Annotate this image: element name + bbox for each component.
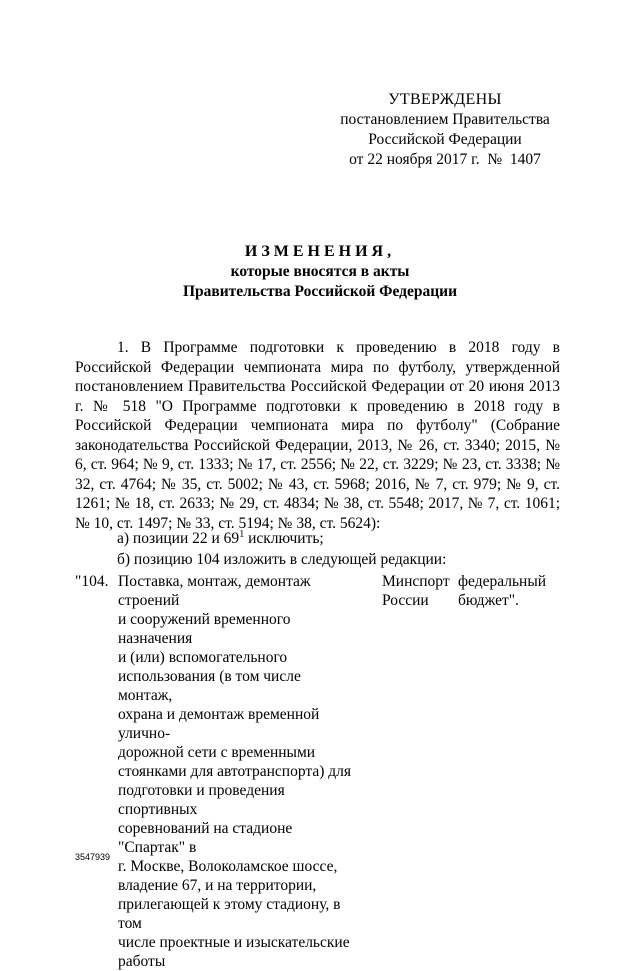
approval-stamp bbox=[330, 90, 560, 170]
heading-main: ИЗМЕНЕНИЯ, bbox=[244, 243, 396, 260]
description-line: числе проектные и изыскательские bbox=[118, 934, 350, 951]
executor-line: России bbox=[382, 592, 429, 609]
description-line: и (или) вспомогательного bbox=[118, 649, 288, 666]
row-executor bbox=[382, 572, 452, 610]
paragraph-1 bbox=[75, 338, 560, 533]
approval-line-1: постановлением Правительства bbox=[340, 111, 550, 128]
description-line: владение 67, и на территории, bbox=[118, 877, 317, 894]
description-line: г. Москве, Волоколамское шоссе, bbox=[118, 858, 338, 875]
item-a-after: исключить; bbox=[244, 530, 324, 547]
description-line: использования (в том числе монтаж, bbox=[118, 668, 301, 704]
approval-line-2: Российской Федерации bbox=[368, 131, 522, 148]
description-line: подготовки и проведения спортивных bbox=[118, 782, 285, 818]
description-line: дорожной сети с временными bbox=[118, 744, 316, 761]
item-b: б) позицию 104 изложить в следующей редакции: bbox=[117, 551, 447, 568]
row-number: "104. bbox=[75, 573, 109, 590]
heading-subtitle-1: которые вносятся в акты bbox=[230, 263, 410, 280]
approval-date-line: от 22 ноября 2017 г. № 1407 bbox=[349, 151, 541, 168]
heading-subtitle-2: Правительства Российской Федерации bbox=[182, 283, 458, 300]
description-line: работы bbox=[118, 953, 166, 970]
funding-source-line: бюджет". bbox=[458, 592, 519, 609]
document-heading bbox=[60, 242, 580, 302]
description-line: стоянками для автотранспорта) для bbox=[118, 763, 352, 780]
document-number: 3547939 bbox=[75, 852, 111, 862]
row-funding-source bbox=[458, 572, 568, 610]
item-a bbox=[117, 529, 324, 548]
item-a-superscript: 1 bbox=[239, 528, 245, 540]
item-a-before: а) позиции 22 и 69 bbox=[117, 530, 240, 547]
executor-line: Минспорт bbox=[382, 573, 450, 590]
paragraph-1-text: 1. В Программе подготовки к проведению в 2018 году в Российской Федерации чемпионата мира по футболу, утвержденной постановлением Правительства Российской Федерации от 20 июня 2013 г. № 518 "О Программе подготовки к проведению в 2018 году в Российской Федерации чемпионата мира по футболу" (Собрание законодательства Российской Федерации, 2013, № 26, ст. 3340; 2015, № 6, ст. 964; № 9, ст. 1333; № 17, ст. 2556; № 22, ст. 3229; № 23, ст. 3338; № 32, ст. 4764; № 35, ст. 5002; № 43, ст. 5968; 2016, № 7, ст. 979; № 9, ст. 1261; № 18, ст. 2633; № 29, ст. 4834; № 38, ст. 5548; 2017, № 7, ст. 1061; № 10, ст. 1497; № 33, ст. 5194; № 38, ст. 5624): bbox=[75, 339, 560, 532]
funding-source-line: федеральный bbox=[458, 573, 547, 590]
row-description bbox=[118, 572, 358, 971]
description-line: и сооружений временного назначения bbox=[118, 611, 291, 647]
description-line: охрана и демонтаж временной улично- bbox=[118, 706, 320, 742]
description-line: Поставка, монтаж, демонтаж строений bbox=[118, 573, 311, 609]
description-line: прилегающей к этому стадиону, в том bbox=[118, 896, 341, 932]
description-line: соревнований на стадионе "Спартак" в bbox=[118, 820, 293, 856]
approval-title: УТВЕРЖДЕНЫ bbox=[388, 91, 502, 108]
